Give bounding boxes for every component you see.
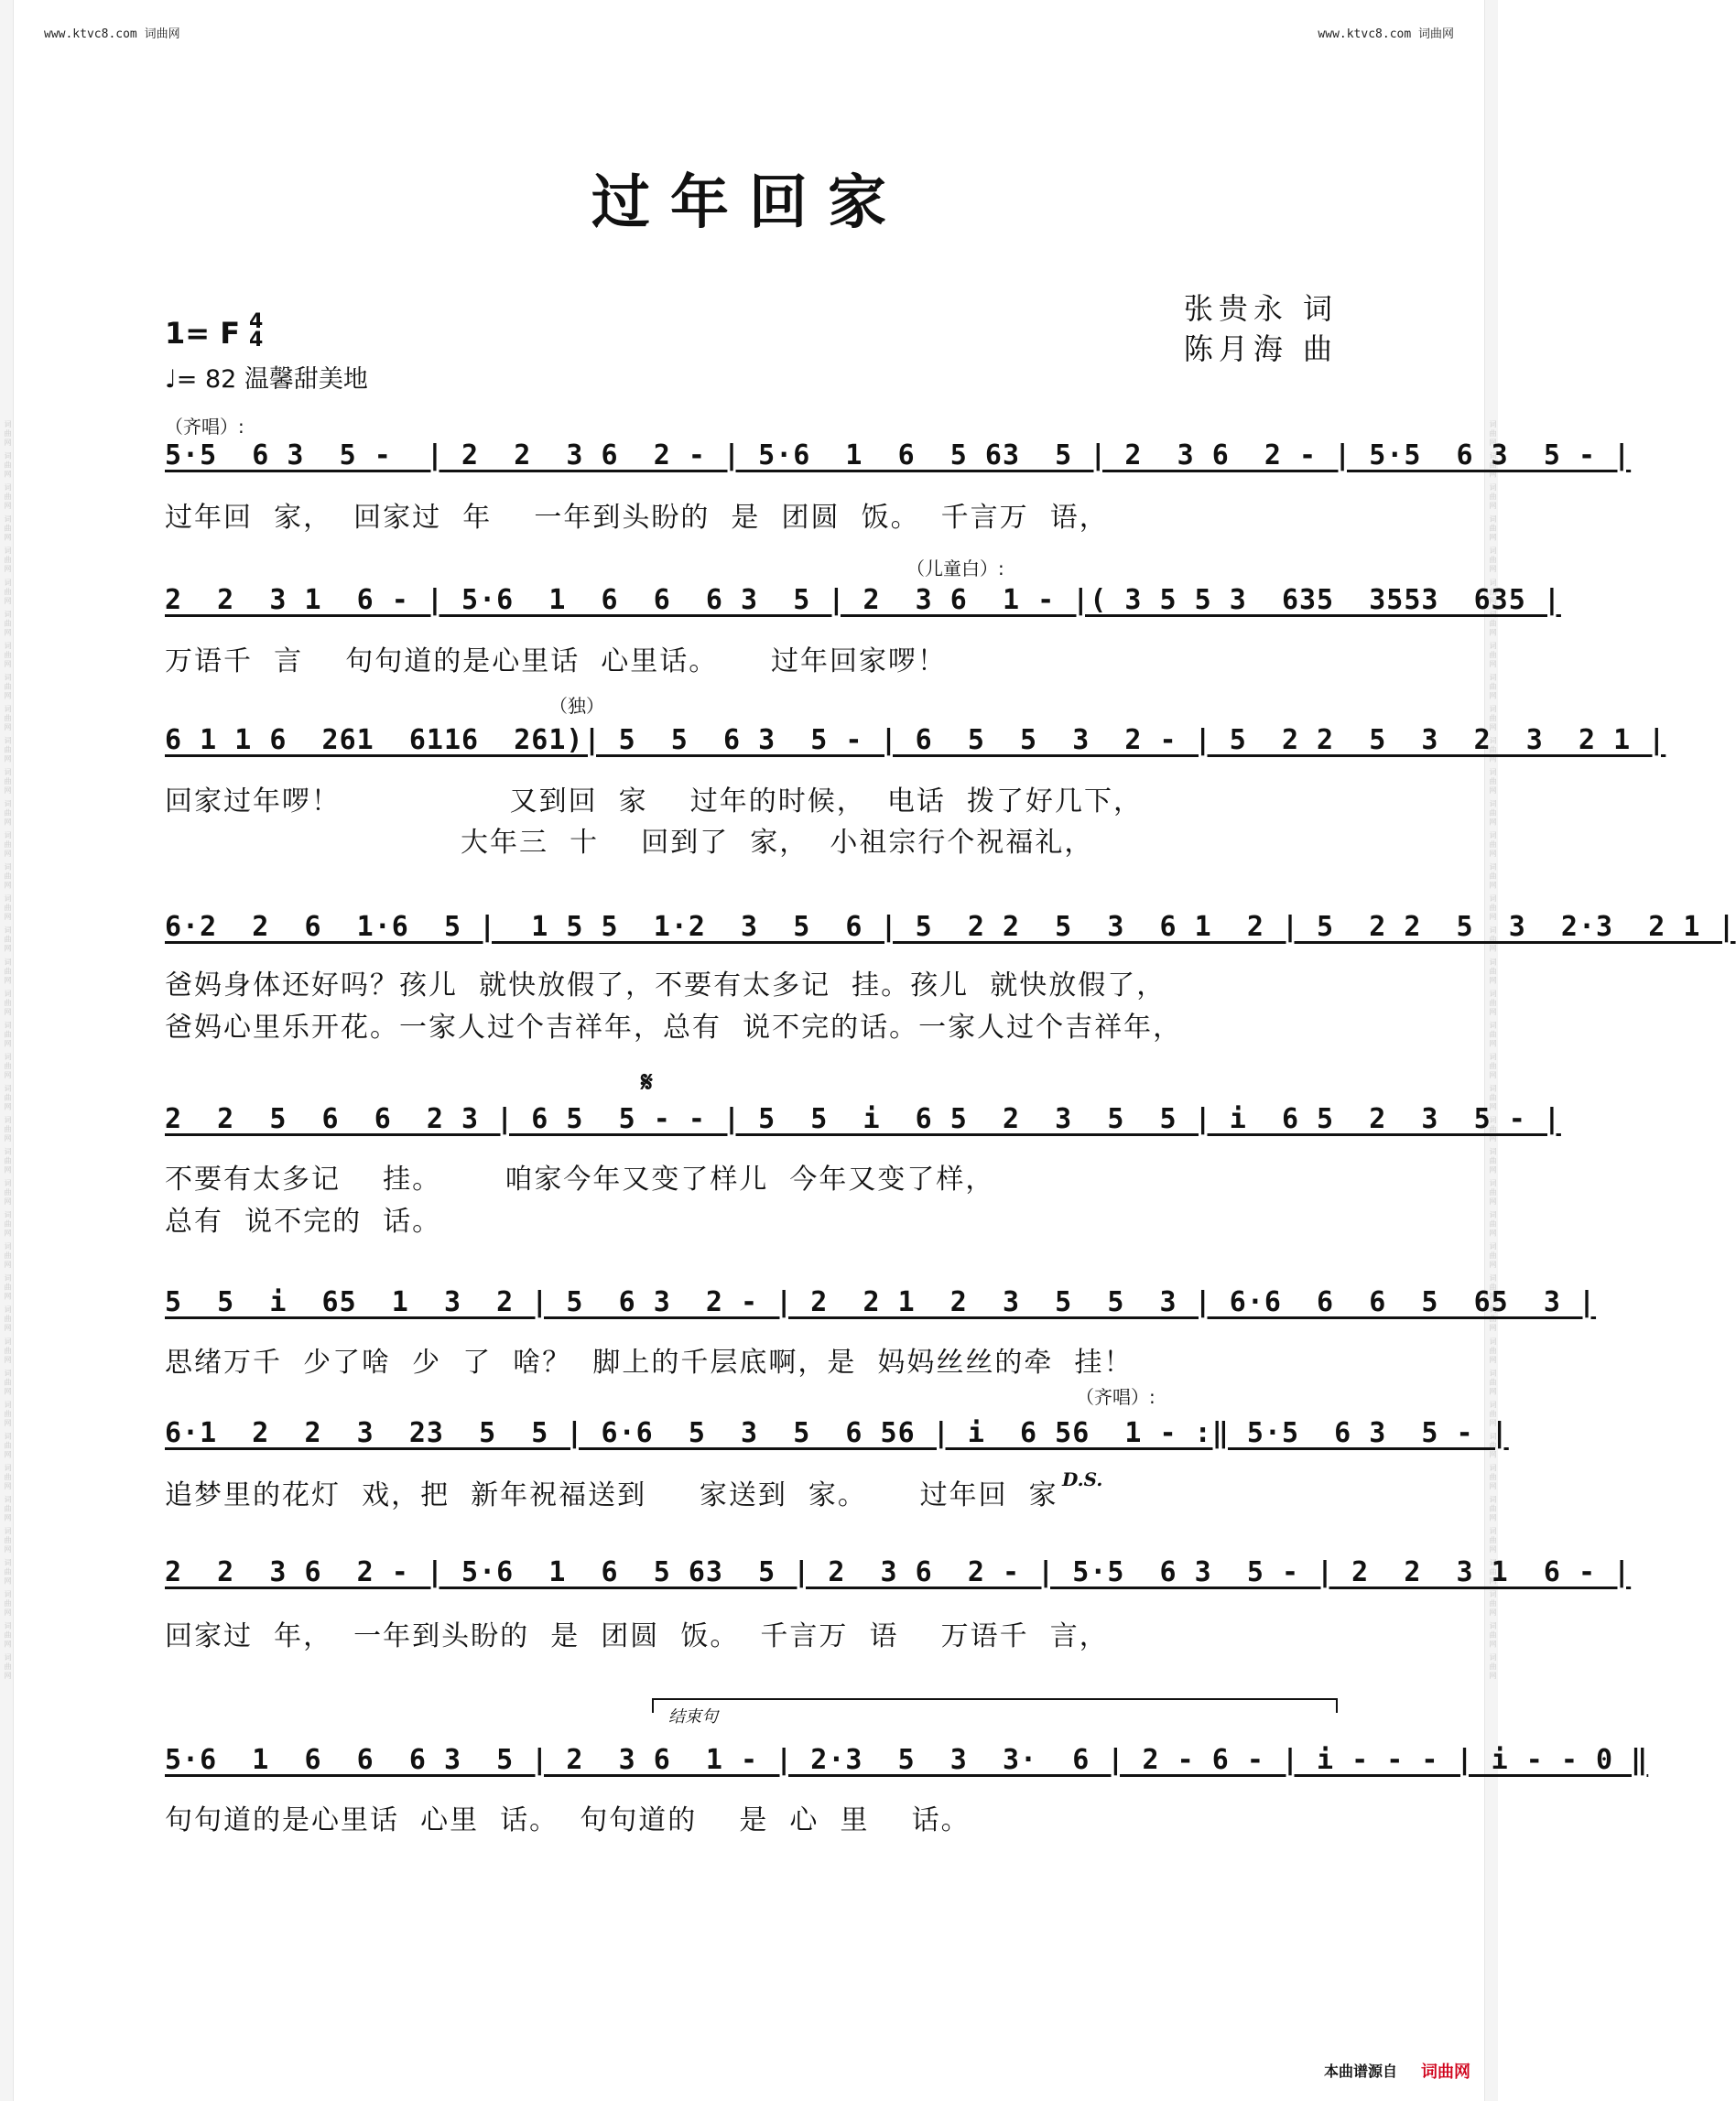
lyricist-credit: 张贵永 词	[1183, 291, 1338, 326]
lyric-line: 回家过 年， 一年到头盼的 是 团圆 饭。 千言万 语 万语千 言，	[165, 1620, 1109, 1652]
notation-line: 5·5 6 3 5 - | 2 2 3 6 2 - | 5·6 1 6 5 63 5 | 2 3 6 2 - | 5·5 6 3 5 - |	[165, 439, 1632, 471]
part-mark: （齐唱）:	[165, 416, 244, 438]
lyric-line: 总有 说不完的 话。	[165, 1206, 442, 1238]
notation-line: 5 5 i 65 1 3 2 | 5 6 3 2 - | 2 2 1 2 3 5 5 3 | 6·6 6 6 5 65 3 |	[165, 1286, 1597, 1318]
song-title: 过年回家	[591, 168, 906, 237]
part-mark: （齐唱）:	[1076, 1386, 1156, 1408]
notation-line: 6·2 2 6 1·6 5 | 1 5 5 1·2 3 5 6 | 5 2 2 5 3 6 1 2 | 5 2 2 5 3 2·3 2 1 |	[165, 911, 1736, 943]
lyric-line: 万语千 言 句句道的是心里话 心里话。 过年回家啰！	[165, 645, 947, 677]
dal-segno-mark: D.S.	[1062, 1468, 1103, 1490]
part-mark: （独）	[549, 695, 604, 717]
side-watermark-left: 词曲网 词曲网 词曲网 词曲网 词曲网 词曲网 词曲网 词曲网 词曲网 词曲网 词曲网 词曲网 词曲网 词曲网 词曲网 词曲网 词曲网 词曲网 词曲网 词曲网 词曲网 词曲网 词曲网 词曲网 词曲网 词曲网 词曲网 词曲网 词曲网 词曲网 词曲网 词曲网 词曲网 词曲网 词曲网 词曲网 词曲网 词曲网 词曲网 词曲网	[0, 0, 14, 2101]
tempo-marking: ♩= 82 温馨甜美地	[165, 365, 368, 394]
source-note: 本曲谱源自	[1323, 2063, 1397, 2080]
lyric-line: 句句道的是心里话 心里 话。 句句道的 是 心 里 话。	[165, 1804, 971, 1836]
ending-bracket	[652, 1698, 1338, 1713]
side-watermark-right: 词曲网 词曲网 词曲网 词曲网 词曲网 词曲网 词曲网 词曲网 词曲网 词曲网 词曲网 词曲网 词曲网 词曲网 词曲网 词曲网 词曲网 词曲网 词曲网 词曲网 词曲网 词曲网 词曲网 词曲网 词曲网 词曲网 词曲网 词曲网 词曲网 词曲网 词曲网 词曲网 词曲网 词曲网 词曲网 词曲网 词曲网 词曲网 词曲网 词曲网	[1484, 0, 1498, 2101]
time-signature	[249, 310, 264, 352]
lyric-line: 大年三 十 回到了 家， 小祖宗行个祝福礼，	[165, 827, 1094, 859]
lyric-line: 不要有太多记 挂。 咱家今年又变了样儿 今年又变了样，	[165, 1164, 995, 1196]
time-signature-top: 4	[249, 310, 264, 333]
lyric-line: 回家过年啰！ 又到回 家 过年的时候， 电话 拨了好几下，	[165, 785, 1143, 818]
time-signature-bottom: 4	[249, 329, 264, 352]
notation-line: 2 2 3 6 2 - | 5·6 1 6 5 63 5 | 2 3 6 2 - | 5·5 6 3 5 - | 2 2 3 1 6 - |	[165, 1556, 1632, 1588]
part-mark: （儿童白）:	[906, 558, 1004, 579]
notation-line: 2 2 5 6 6 2 3 | 6 5 5 - - | 5 5 i 6 5 2 3 5 5 | i 6 5 2 3 5 - |	[165, 1103, 1561, 1135]
key-signature: 1= F	[165, 316, 241, 351]
site-url-right[interactable]: www.ktvc8.com 词曲网	[1318, 27, 1454, 41]
lyric-line: 追梦里的花灯 戏，把 新年祝福送到 家送到 家。 过年回 家	[165, 1479, 1058, 1511]
notation-line: 2 2 3 1 6 - | 5·6 1 6 6 6 3 5 | 2 3 6 1 - |( 3 5 5 3 635 3553 635 |	[165, 584, 1561, 616]
site-logo[interactable]: 词曲网	[1421, 2063, 1470, 2082]
notation-line: 6·1 2 2 3 23 5 5 | 6·6 5 3 5 6 56 | i 6 56 1 - :‖ 5·5 6 3 5 - |	[165, 1417, 1509, 1449]
notation-line: 6 1 1 6 261 6116 261)| 5 5 6 3 5 - | 6 5 5 3 2 - | 5 2 2 5 3 2 3 2 1 |	[165, 724, 1666, 756]
notation-line: 5·6 1 6 6 6 3 5 | 2 3 6 1 - | 2·3 5 3 3· 6 | 2 - 6 - | i - - - | i - - 0 ‖	[165, 1744, 1649, 1776]
lyric-line: 过年回 家， 回家过 年 一年到头盼的 是 团圆 饭。 千言万 语，	[165, 502, 1109, 534]
site-url-left[interactable]: www.ktvc8.com 词曲网	[44, 27, 180, 41]
ending-label: 结束句	[668, 1707, 718, 1727]
lyric-line: 爸妈身体还好吗？孩儿 就快放假了，不要有太多记 挂。孩儿 就快放假了，	[165, 969, 1166, 1002]
lyric-line: 爸妈心里乐开花。一家人过个吉祥年，总有 说不完的话。一家人过个吉祥年，	[165, 1012, 1183, 1044]
composer-credit: 陈月海 曲	[1183, 331, 1338, 366]
segno-mark: 𝄋	[641, 1067, 653, 1099]
lyric-line: 思绪万千 少了啥 少 了 啥？ 脚上的千层底啊，是 妈妈丝丝的牵 挂！	[165, 1347, 1134, 1379]
